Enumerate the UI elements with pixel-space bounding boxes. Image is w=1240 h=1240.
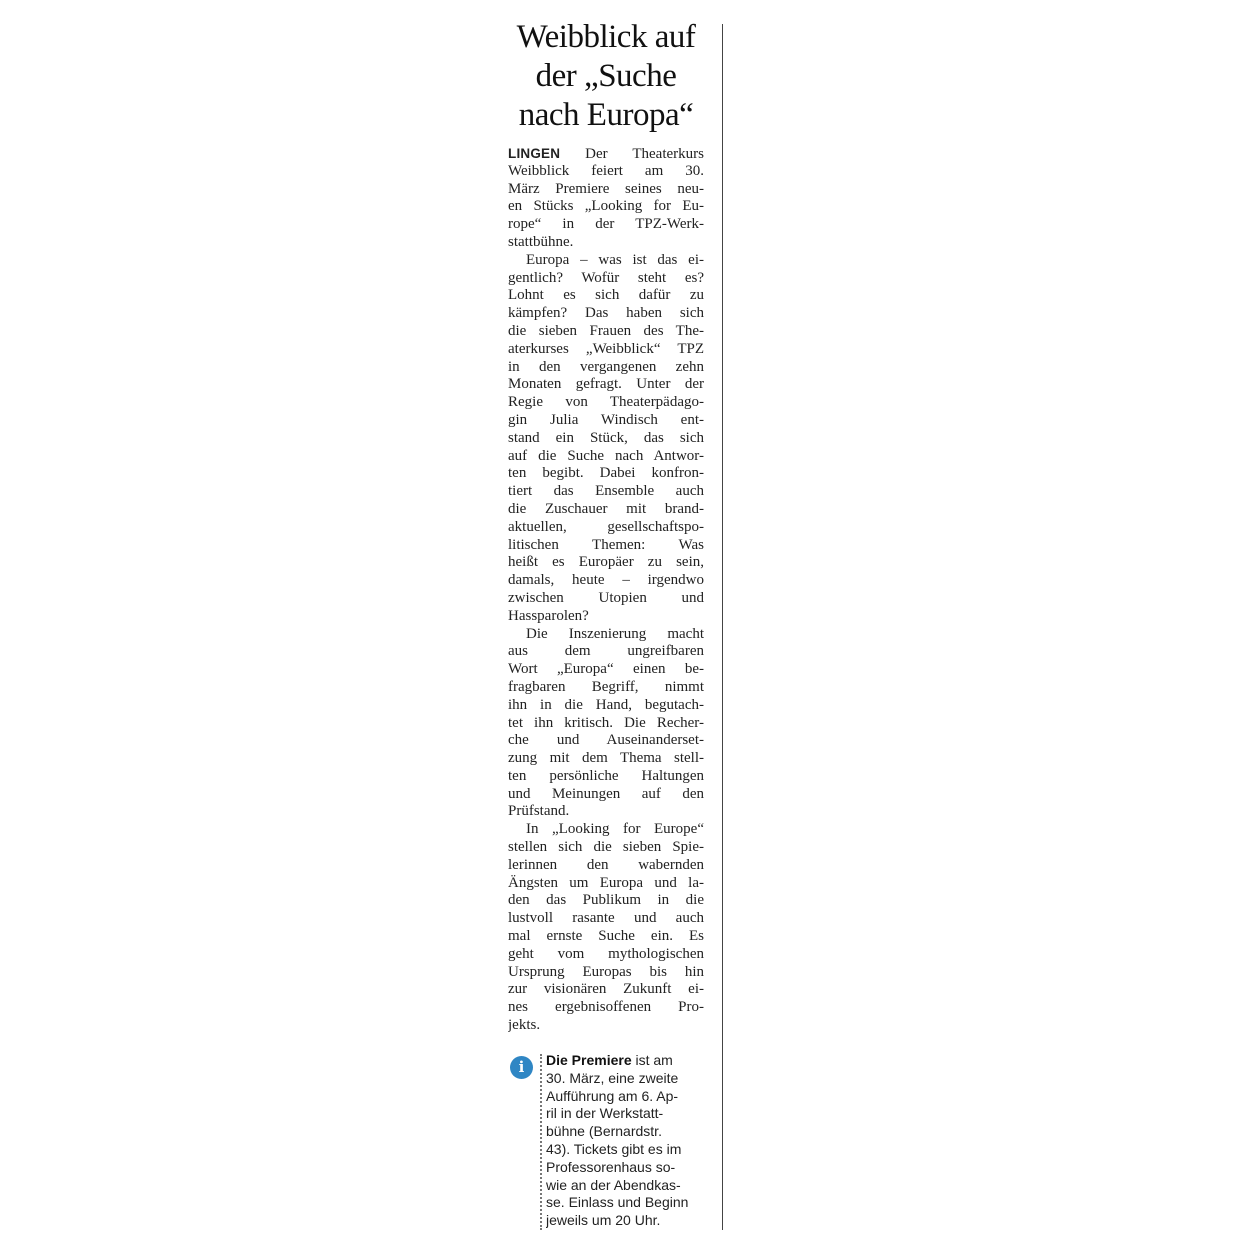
info-bold-lead: Die Premiere xyxy=(546,1052,632,1068)
headline-line: Weibblick auf xyxy=(516,19,696,55)
article-line: Europa – was ist das ei- xyxy=(526,251,704,268)
article-line: tet ihn kritisch. Die Recher- xyxy=(508,714,704,731)
article-line: zur visionären Zukunft ei- xyxy=(508,981,704,998)
article-line: Hassparolen? xyxy=(508,607,589,624)
info-line: bühne (Bernardstr. xyxy=(546,1123,662,1140)
article-line: damals, heute – irgendwo xyxy=(508,572,704,589)
article-line: lustvoll rasante und auch xyxy=(508,910,704,927)
article-line: Prüfstand. xyxy=(508,803,570,820)
article-line: stand ein Stück, das sich xyxy=(508,429,704,446)
headline-line: nach Europa“ xyxy=(518,97,694,133)
article-line: ihn in die Hand, begutach- xyxy=(508,696,704,713)
article-line: kämpfen? Das haben sich xyxy=(508,305,704,322)
info-line: jeweils um 20 Uhr. xyxy=(546,1212,661,1229)
article-line: mal ernste Suche ein. Es xyxy=(508,928,704,945)
article-line: ten persönliche Haltungen xyxy=(508,767,704,784)
article-line: Wort „Europa“ einen be- xyxy=(508,661,704,678)
info-line: 43). Tickets gibt es im xyxy=(546,1140,682,1157)
article-body xyxy=(508,145,704,1035)
article-line: in den vergangenen zehn xyxy=(508,358,704,375)
headline xyxy=(508,18,704,135)
article-line: auf die Suche nach Antwor- xyxy=(508,447,704,464)
info-line: Aufführung am 6. Ap- xyxy=(546,1087,679,1104)
article-line: und Meinungen auf den xyxy=(508,785,704,802)
info-line: wie an der Abendkas- xyxy=(546,1176,681,1193)
paragraphs xyxy=(508,163,704,1035)
article-line: nes ergebnisoffenen Pro- xyxy=(508,999,704,1016)
article-line: en Stücks „Looking for Eu- xyxy=(508,198,704,215)
article-line: heißt es Europäer zu sein, xyxy=(508,554,704,571)
article-line: stellen sich die sieben Spie- xyxy=(508,839,704,856)
article-line: die sieben Frauen des The- xyxy=(508,322,704,339)
article-line: Ängsten um Europa und la- xyxy=(508,874,704,891)
article-line: zung mit dem Thema stell- xyxy=(508,750,704,767)
article-line: Regie von Theaterpädago- xyxy=(508,394,704,411)
dateline: LINGEN xyxy=(508,146,561,161)
info-icon: i xyxy=(510,1056,533,1079)
article-line: Ursprung Europas bis hin xyxy=(508,963,704,980)
news-article xyxy=(508,18,704,1035)
article-line: den das Publikum in die xyxy=(508,892,704,909)
info-lines xyxy=(546,1070,710,1230)
info-text xyxy=(546,1052,710,1230)
article-line: ten begibt. Dabei konfron- xyxy=(508,465,704,482)
article-line: geht vom mythologischen xyxy=(508,945,704,962)
article-line: zwischen Utopien und xyxy=(508,589,704,606)
article-line: aterkurses „Weibblick“ TPZ xyxy=(508,340,704,357)
lead-line xyxy=(508,145,704,163)
info-box xyxy=(508,1052,708,1232)
article-line: gin Julia Windisch ent- xyxy=(508,411,704,428)
article-line: Die Inszenierung macht xyxy=(526,625,704,642)
info-line: 30. März, eine zweite xyxy=(546,1069,679,1086)
article-line: gentlich? Wofür steht es? xyxy=(508,269,704,286)
info-line: se. Einlass und Beginn xyxy=(546,1194,689,1211)
article-line: lerinnen den wabernden xyxy=(508,856,704,873)
info-first-line xyxy=(546,1052,710,1070)
info-first-rest: ist am xyxy=(631,1052,673,1068)
article-line: fragbaren Begriff, nimmt xyxy=(508,678,704,695)
article-line: jekts. xyxy=(508,1017,541,1034)
column-divider xyxy=(722,24,723,1230)
article-line: Monaten gefragt. Unter der xyxy=(508,376,704,393)
article-line: aktuellen, gesellschaftspo- xyxy=(508,518,704,535)
article-line: Weibblick feiert am 30. xyxy=(508,162,704,179)
article-line: litischen Themen: Was xyxy=(508,536,704,553)
article-line: Lohnt es sich dafür zu xyxy=(508,287,704,304)
article-line: stattbühne. xyxy=(508,233,574,250)
article-line: rope“ in der TPZ-Werk- xyxy=(508,216,704,233)
info-line: ril in der Werkstatt- xyxy=(546,1105,664,1122)
article-line: März Premiere seines neu- xyxy=(508,180,704,197)
lead-text: Der Theaterkurs xyxy=(560,146,704,162)
headline-line: der „Suche xyxy=(535,58,677,94)
article-line: che und Auseinanderset- xyxy=(508,732,704,749)
info-divider xyxy=(540,1054,542,1230)
article-line: die Zuschauer mit brand- xyxy=(508,500,704,517)
article-line: aus dem ungreifbaren xyxy=(508,643,704,660)
article-line: In „Looking for Europe“ xyxy=(526,821,704,838)
article-line: tiert das Ensemble auch xyxy=(508,483,704,500)
info-line: Professorenhaus so- xyxy=(546,1158,676,1175)
